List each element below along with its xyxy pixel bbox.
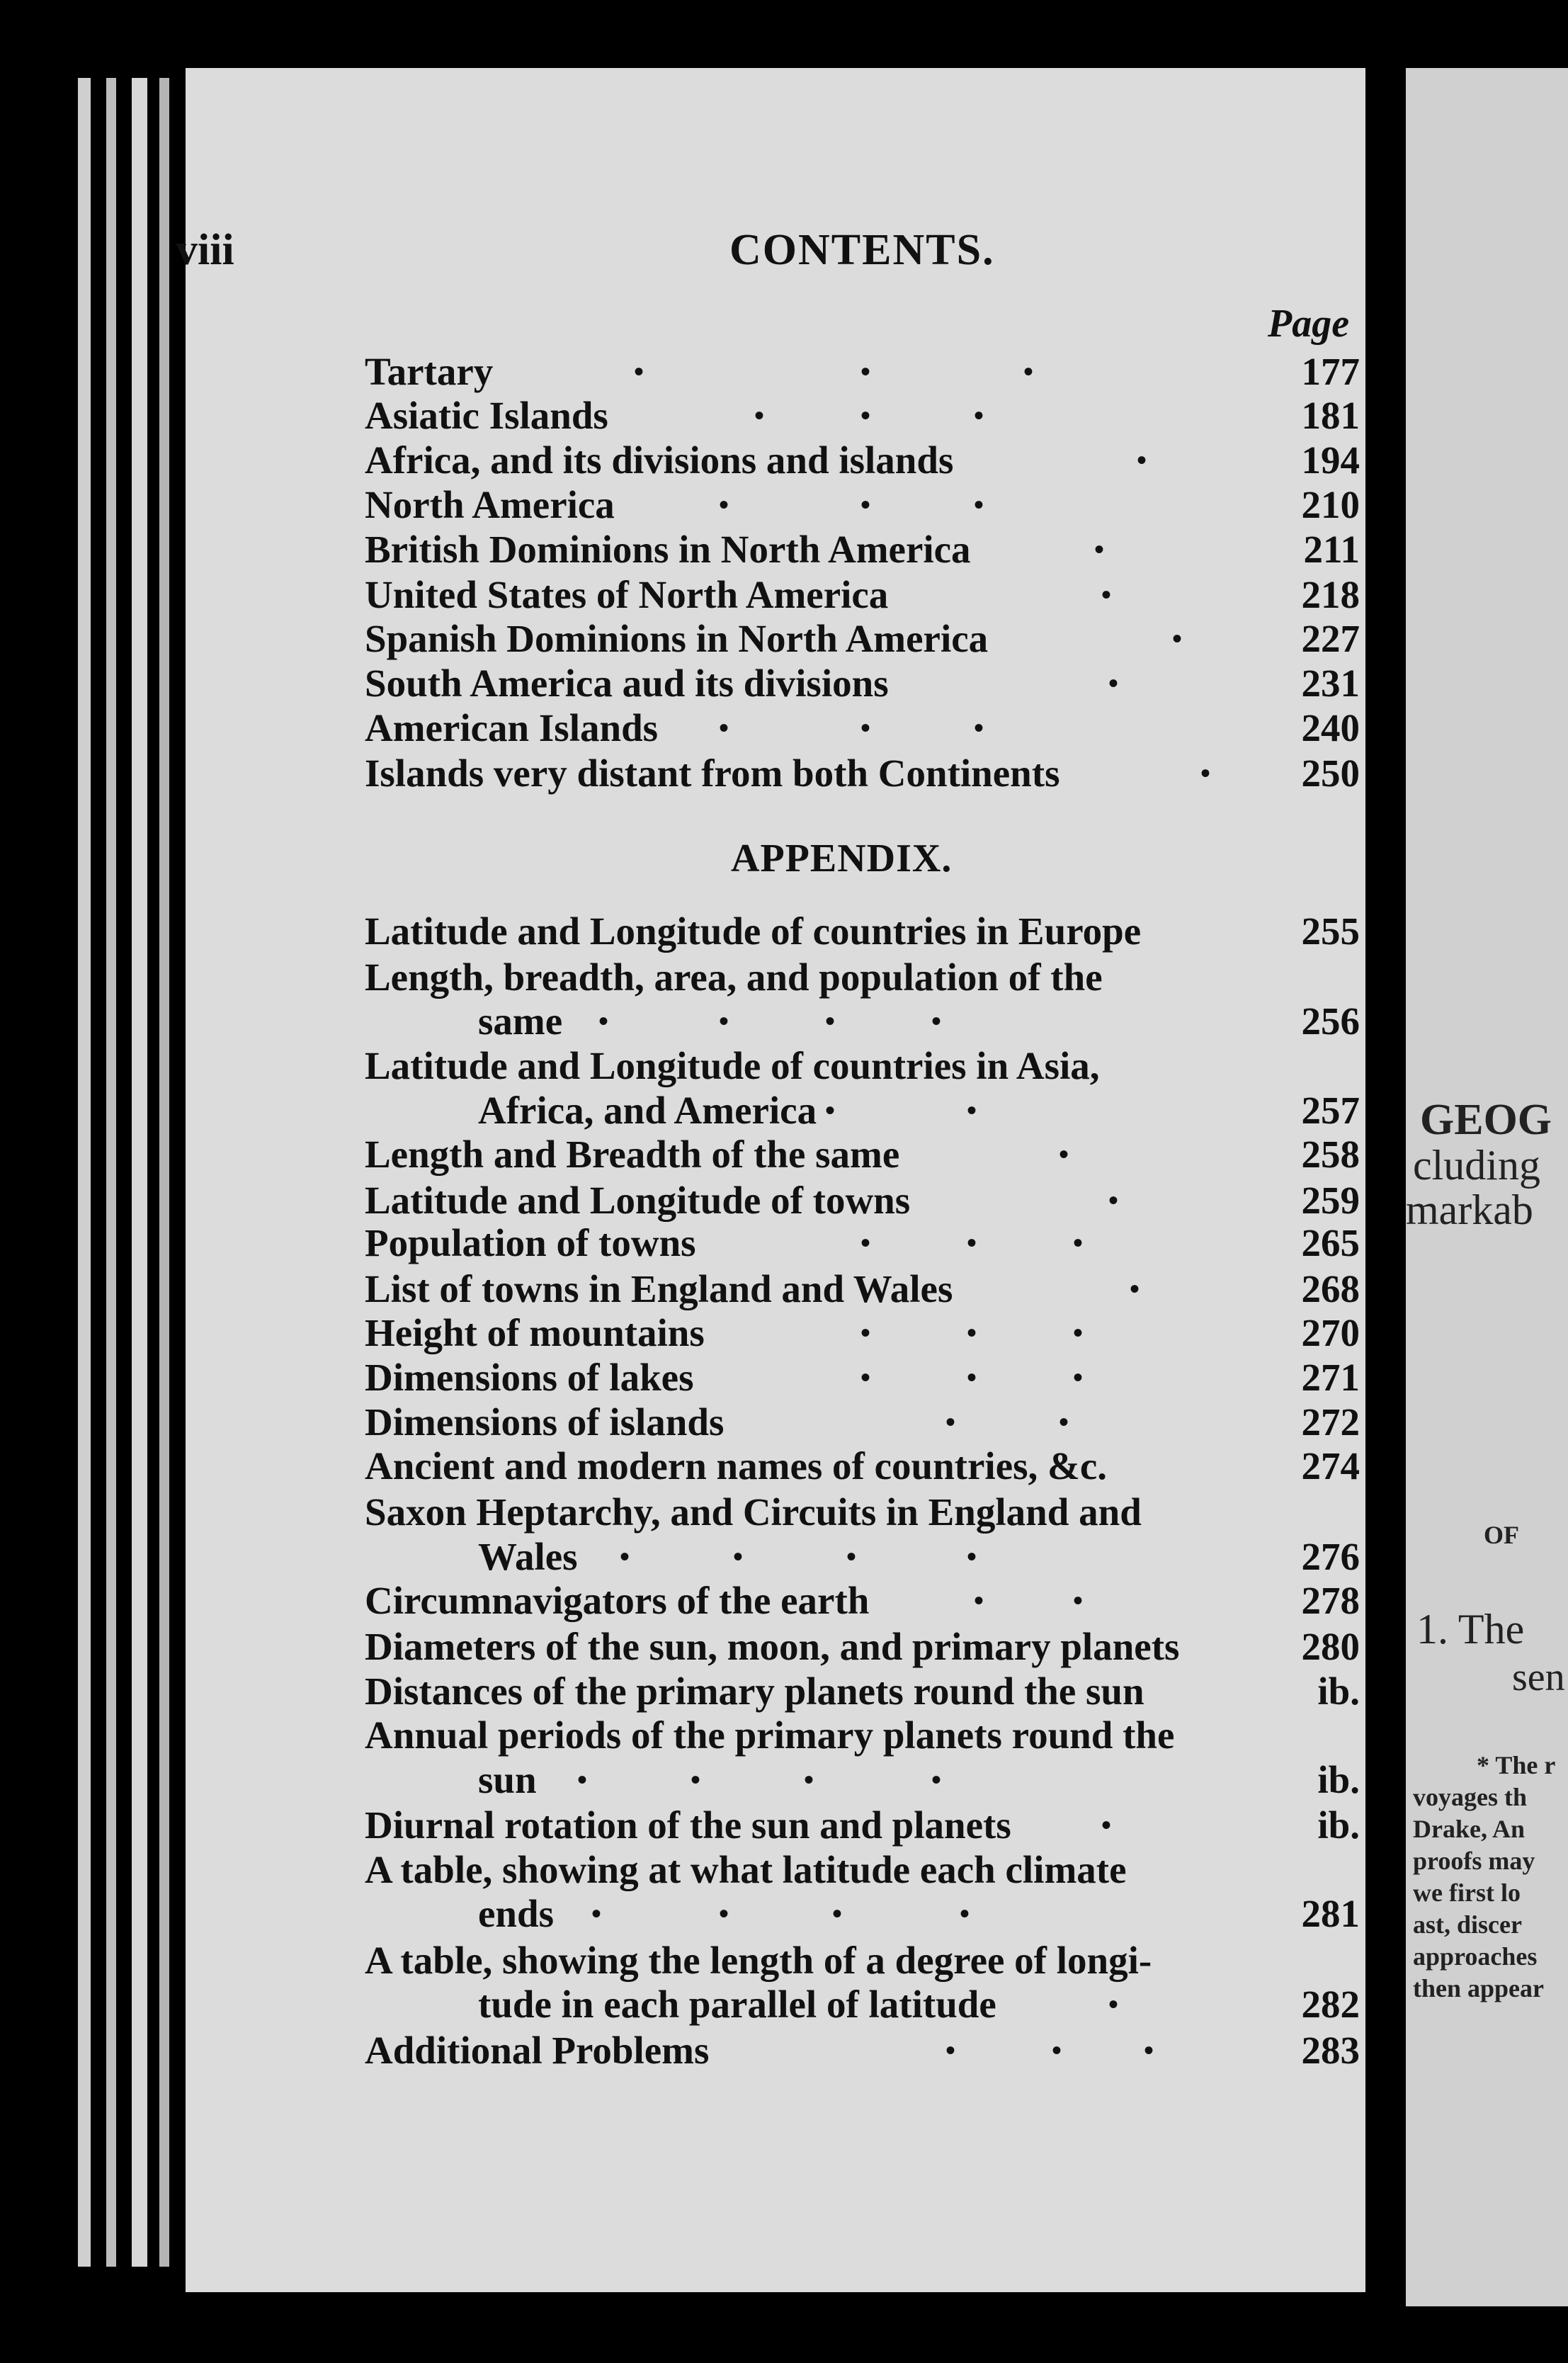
entry-page-number: 240 <box>1301 706 1360 749</box>
entry-title: Distances of the primary planets round the sun <box>365 1670 1144 1713</box>
entry-page-number: 282 <box>1301 1983 1360 2026</box>
entry-title: Diameters of the sun, moon, and primary planets <box>365 1625 1180 1668</box>
adjacent-page-text: 1. The <box>1416 1606 1525 1653</box>
contents-entry <box>365 1939 1356 1982</box>
leader-dot: • <box>634 356 644 387</box>
leader-dot: • <box>804 1764 814 1796</box>
entry-page-number: 259 <box>1301 1179 1360 1222</box>
leader-dot: • <box>620 1541 630 1572</box>
leader-dot: • <box>974 400 984 431</box>
contents-entry <box>365 394 1360 437</box>
entry-title: sun <box>478 1758 537 1801</box>
leader-dot: • <box>860 712 871 744</box>
leader-dot: • <box>846 1541 857 1572</box>
entry-title: A table, showing at what latitude each climate <box>365 1848 1127 1891</box>
entry-title: Latitude and Longitude of countries in Asia, <box>365 1044 1100 1087</box>
entry-title: North America <box>365 483 615 526</box>
entry-page-number: 256 <box>1301 999 1360 1043</box>
entry-page-number: 283 <box>1301 2029 1360 2072</box>
entry-title: Height of mountains <box>365 1311 705 1354</box>
entry-title: Islands very distant from both Continents <box>365 752 1060 795</box>
leader-dot: • <box>967 1094 977 1126</box>
leader-dot: • <box>1059 1138 1069 1170</box>
entry-page-number: 265 <box>1301 1221 1360 1264</box>
contents-entry <box>365 1400 1360 1444</box>
leader-dot: • <box>719 1898 729 1930</box>
leader-dot: • <box>754 400 765 431</box>
leader-dot: • <box>719 1005 729 1037</box>
entry-page-number: 271 <box>1301 1356 1360 1399</box>
contents-entry <box>365 1356 1360 1399</box>
entry-title: Spanish Dominions in North America <box>365 617 989 660</box>
entry-title: United States of North America <box>365 573 889 616</box>
page-column-heading: Page <box>1268 302 1350 346</box>
adjacent-page-text: OF <box>1484 1521 1519 1549</box>
entry-title: tude in each parallel of latitude <box>478 1983 996 2026</box>
entry-title: same <box>478 999 563 1043</box>
contents-entry <box>365 573 1360 616</box>
entry-title: Length and Breadth of the same <box>365 1133 900 1176</box>
entry-page-number: 270 <box>1301 1311 1360 1354</box>
leader-dot: • <box>1108 1988 1119 2020</box>
entry-page-number: 250 <box>1301 752 1360 795</box>
adjacent-page-text: cluding <box>1413 1142 1540 1189</box>
entry-page-number: 177 <box>1301 350 1360 393</box>
leader-dot: • <box>1052 2034 1062 2066</box>
entry-page-number: 231 <box>1301 662 1360 705</box>
entry-page-number: 281 <box>1301 1892 1360 1935</box>
entry-page-number: ib. <box>1317 1803 1360 1847</box>
contents-entry <box>365 752 1360 795</box>
entry-page-number: 272 <box>1301 1400 1360 1444</box>
entry-page-number: 218 <box>1301 573 1360 616</box>
entry-title: Length, breadth, area, and population of the <box>365 956 1103 999</box>
leader-dot: • <box>825 1094 836 1126</box>
leader-dot: • <box>598 1005 609 1037</box>
leader-dot: • <box>967 1361 977 1393</box>
adjacent-page <box>1406 68 1568 2306</box>
entry-title: ends <box>478 1892 554 1935</box>
contents-entry <box>365 1535 1360 1578</box>
leader-dot: • <box>1073 1361 1084 1393</box>
contents-entry <box>365 1758 1360 1801</box>
entry-title: Dimensions of lakes <box>365 1356 694 1399</box>
entry-page-number: 276 <box>1301 1535 1360 1578</box>
contents-entry <box>365 1221 1360 1264</box>
entry-page-number: ib. <box>1317 1758 1360 1801</box>
leader-dot: • <box>1101 1809 1112 1841</box>
contents-entry <box>365 662 1360 705</box>
contents-entry <box>365 910 1360 953</box>
contents-entry <box>365 1089 1360 1132</box>
leader-dot: • <box>1144 2034 1154 2066</box>
appendix-heading: APPENDIX. <box>731 837 953 880</box>
contents-entry <box>365 1670 1360 1713</box>
leader-dot: • <box>1073 1585 1084 1616</box>
entry-title: American Islands <box>365 706 659 749</box>
leader-dot: • <box>733 1541 744 1572</box>
contents-entry <box>365 1267 1360 1310</box>
entry-title: Africa, and its divisions and islands <box>365 438 954 482</box>
contents-entry <box>365 1179 1360 1222</box>
leader-dot: • <box>691 1764 701 1796</box>
entry-page-number: 278 <box>1301 1579 1360 1622</box>
contents-entry <box>365 1045 1356 1087</box>
contents-entry <box>365 1625 1360 1668</box>
leader-dot: • <box>719 712 729 744</box>
entry-title: Additional Problems <box>365 2029 710 2072</box>
leader-dot: • <box>1023 356 1034 387</box>
contents-entry <box>365 999 1360 1043</box>
leader-dot: • <box>1108 1184 1119 1216</box>
entry-page-number: 274 <box>1301 1444 1360 1488</box>
adjacent-page-text: voyages th <box>1413 1783 1527 1811</box>
adjacent-page-text: approaches <box>1413 1942 1538 1971</box>
entry-title: Wales <box>478 1535 578 1578</box>
leader-dot: • <box>931 1764 942 1796</box>
leader-dot: • <box>860 1227 871 1259</box>
adjacent-page-text: then appear <box>1413 1974 1545 2002</box>
entry-page-number: ib. <box>1317 1670 1360 1713</box>
leader-dot: • <box>967 1227 977 1259</box>
leader-dot: • <box>860 400 871 431</box>
leader-dot: • <box>860 1361 871 1393</box>
adjacent-page-text: proofs may <box>1413 1847 1535 1875</box>
leader-dot: • <box>1108 667 1119 699</box>
entry-title: Dimensions of islands <box>365 1400 725 1444</box>
entry-title: South America aud its divisions <box>365 662 889 705</box>
entry-title: Asiatic Islands <box>365 394 608 437</box>
book-edge <box>78 78 91 2267</box>
contents-entry <box>365 1983 1360 2026</box>
leader-dot: • <box>825 1005 836 1037</box>
leader-dot: • <box>1172 623 1183 654</box>
entry-page-number: 181 <box>1301 394 1360 437</box>
adjacent-page-text: Drake, An <box>1413 1815 1526 1843</box>
entry-title: Annual periods of the primary planets round the <box>365 1713 1175 1757</box>
contents-entry <box>365 2029 1360 2072</box>
book-edge <box>132 78 147 2267</box>
contents-entry <box>365 1311 1360 1354</box>
entry-title: Africa, and America <box>478 1089 817 1132</box>
entry-title: Latitude and Longitude of towns <box>365 1179 911 1222</box>
leader-dot: • <box>1200 757 1211 789</box>
contents-entry <box>365 1579 1360 1622</box>
leader-dot: • <box>967 1317 977 1349</box>
leader-dot: • <box>974 489 984 521</box>
leader-dot: • <box>1059 1406 1069 1438</box>
leader-dot: • <box>967 1541 977 1572</box>
entry-page-number: 268 <box>1301 1267 1360 1310</box>
entry-title: A table, showing the length of a degree of longi- <box>365 1939 1152 1982</box>
leader-dot: • <box>860 356 871 387</box>
entry-title: Saxon Heptarchy, and Circuits in England and <box>365 1490 1142 1534</box>
adjacent-page-text: markab <box>1406 1186 1533 1233</box>
entry-title: Latitude and Longitude of countries in Europe <box>365 910 1142 953</box>
contents-entry <box>365 706 1360 749</box>
entry-page-number: 211 <box>1303 528 1360 571</box>
contents-entry <box>365 438 1360 482</box>
entry-title: Tartary <box>365 350 494 393</box>
adjacent-page-text: we first lo <box>1413 1878 1521 1907</box>
contents-entry <box>365 350 1360 393</box>
leader-dot: • <box>1073 1227 1084 1259</box>
leader-dot: • <box>860 1317 871 1349</box>
leader-dot: • <box>719 489 729 521</box>
adjacent-page-text: GEOG <box>1420 1096 1552 1144</box>
leader-dot: • <box>832 1898 843 1930</box>
entry-title: British Dominions in North America <box>365 528 971 571</box>
leader-dot: • <box>577 1764 588 1796</box>
contents-entry <box>365 1803 1360 1847</box>
leader-dot: • <box>1101 579 1112 611</box>
contents-entry <box>365 1714 1356 1757</box>
leader-dot: • <box>945 2034 956 2066</box>
contents-entry <box>365 1892 1360 1935</box>
entry-page-number: 210 <box>1301 483 1360 526</box>
contents-entry <box>365 1491 1356 1534</box>
book-edge <box>159 78 169 2267</box>
leader-dot: • <box>1073 1317 1084 1349</box>
adjacent-page-text: * The r <box>1477 1751 1556 1779</box>
leader-dot: • <box>1130 1273 1140 1305</box>
entry-page-number: 280 <box>1301 1625 1360 1668</box>
contents-entry <box>365 617 1360 660</box>
entry-page-number: 257 <box>1301 1089 1360 1132</box>
page-folio: viii <box>176 226 234 274</box>
entry-title: Diurnal rotation of the sun and planets <box>365 1803 1011 1847</box>
adjacent-page-text: sen <box>1512 1655 1565 1699</box>
leader-dot: • <box>860 489 871 521</box>
entry-title: List of towns in England and Wales <box>365 1267 953 1310</box>
page-title: CONTENTS. <box>729 226 995 274</box>
entry-page-number: 194 <box>1301 438 1360 482</box>
leader-dot: • <box>931 1005 942 1037</box>
entry-page-number: 227 <box>1301 617 1360 660</box>
leader-dot: • <box>591 1898 602 1930</box>
entry-page-number: 258 <box>1301 1133 1360 1176</box>
entry-page-number: 255 <box>1301 910 1360 953</box>
contents-entry <box>365 956 1356 999</box>
leader-dot: • <box>974 1585 984 1616</box>
leader-dot: • <box>960 1898 970 1930</box>
leader-dot: • <box>945 1406 956 1438</box>
adjacent-page-text: ast, discer <box>1413 1910 1522 1939</box>
entry-title: Population of towns <box>365 1221 696 1264</box>
contents-entry <box>365 1444 1360 1488</box>
leader-dot: • <box>1094 533 1105 565</box>
entry-title: Circumnavigators of the earth <box>365 1579 870 1622</box>
contents-entry <box>365 483 1360 526</box>
contents-entry <box>365 1849 1356 1891</box>
leader-dot: • <box>974 712 984 744</box>
contents-entry <box>365 1133 1360 1176</box>
entry-title: Ancient and modern names of countries, &c. <box>365 1444 1107 1488</box>
leader-dot: • <box>1137 444 1147 476</box>
book-edge <box>106 78 116 2267</box>
contents-entry <box>365 528 1360 571</box>
